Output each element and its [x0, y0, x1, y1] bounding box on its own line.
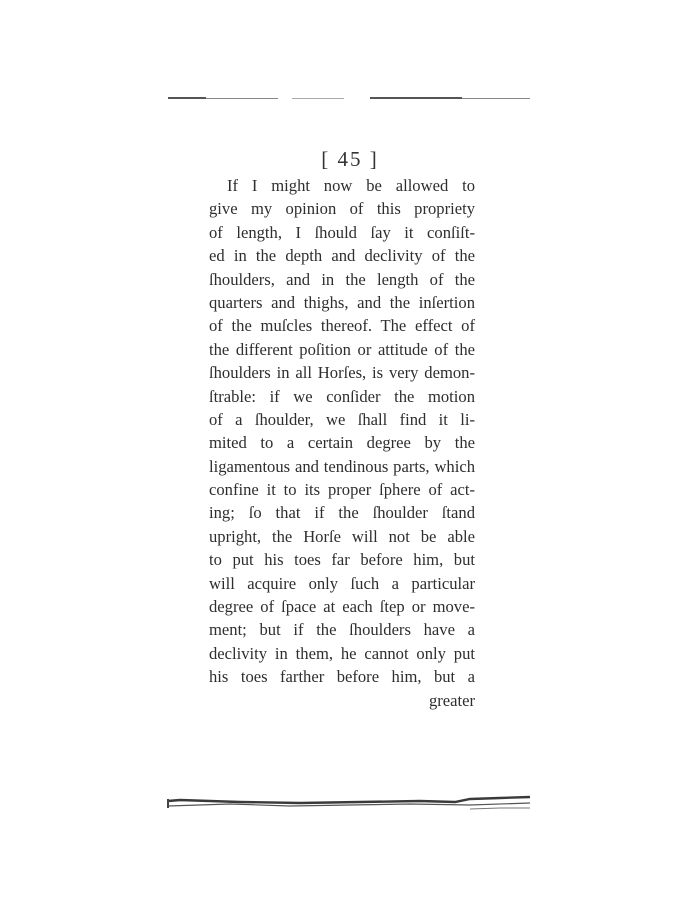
text-line: degree of ſpace at each ſtep or move- — [209, 597, 475, 617]
text-line: confine it to its proper ſphere of act- — [209, 480, 475, 500]
text-line: ſhoulders, and in the length of the — [209, 269, 475, 289]
text-line: If I might now be allowed to — [227, 176, 475, 195]
text-line: declivity in them, he cannot only put — [209, 643, 475, 663]
text-line: of length, I ſhould ſay it conſiſt- — [209, 222, 475, 242]
text-line: ment; but if the ſhoulders have a — [209, 620, 475, 640]
text-line: will acquire only ſuch a particular — [209, 573, 475, 593]
text-line: upright, the Horſe will not be able — [209, 526, 475, 546]
text-line: quarters and thighs, and the inſertion — [209, 292, 475, 312]
text-line: ing; ſo that if the ſhoulder ſtand — [209, 503, 475, 523]
text-line: give my opinion of this propriety — [209, 199, 475, 219]
text-line: mited to a certain degree by the — [209, 433, 475, 453]
text-line: of the muſcles thereof. The effect of — [209, 316, 475, 336]
text-line: ſhoulders in all Horſes, is very demon- — [209, 363, 475, 383]
text-line: ed in the depth and declivity of the — [209, 246, 475, 266]
text-line: of a ſhoulder, we ſhall find it li- — [209, 409, 475, 429]
text-line: to put his toes far before him, but — [209, 550, 475, 570]
text-line: his toes farther before him, but a — [209, 667, 475, 687]
text-line: the different poſition or attitude of the — [209, 339, 475, 359]
page-number: [ 45 ] — [321, 147, 379, 171]
text-line: ſtrable: if we conſider the motion — [209, 386, 475, 406]
text-line: ligamentous and tendinous parts, which — [209, 456, 475, 476]
catchword: greater — [428, 690, 475, 710]
